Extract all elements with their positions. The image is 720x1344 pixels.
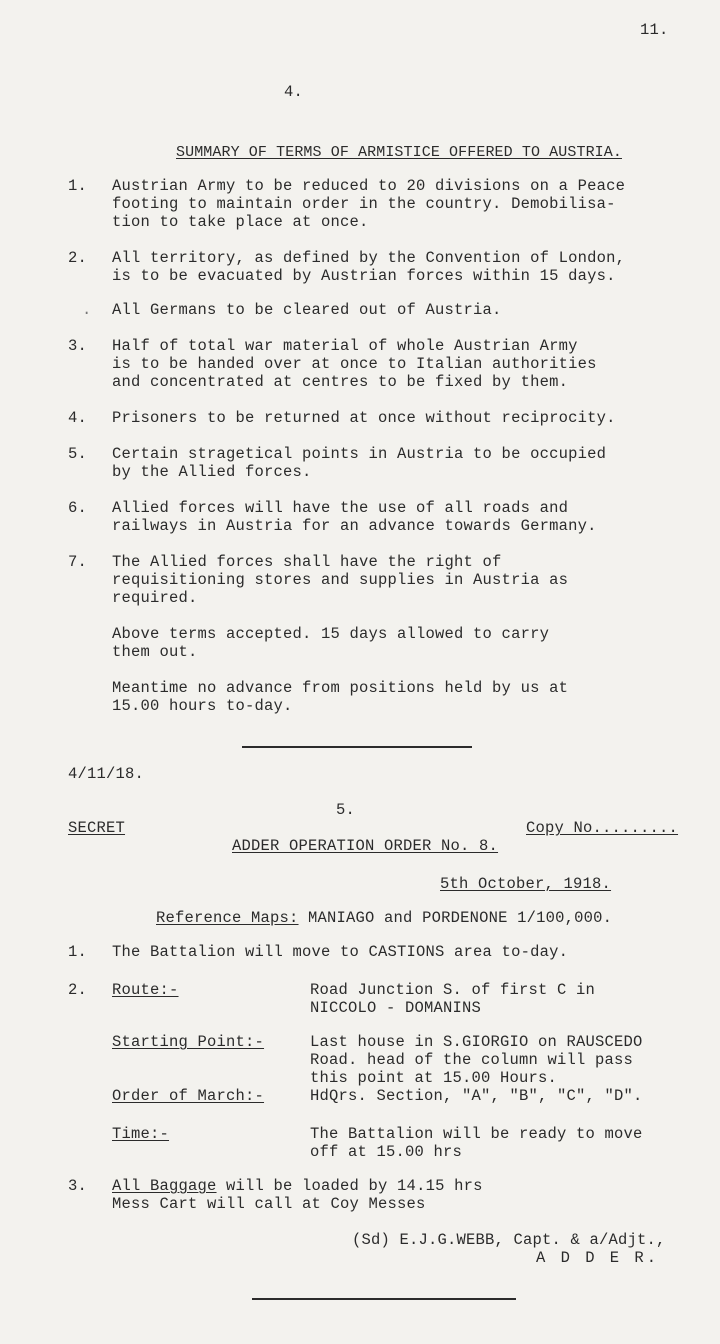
bottom-divider-rule [252, 1298, 516, 1300]
order-item-number: 1. [68, 943, 88, 961]
item-text-line: requisitioning stores and supplies in Austria as [112, 571, 569, 589]
operation-order-title: ADDER OPERATION ORDER No. 8. [232, 837, 499, 855]
route-label: Route:- [112, 981, 179, 999]
item-text-line: by the Allied forces. [112, 463, 312, 481]
item-text-line: footing to maintain order in the country. Demobilisa- [112, 195, 616, 213]
page-number: 11. [640, 21, 669, 39]
item-text-line: All territory, as defined by the Convention of London, [112, 249, 626, 267]
item-text-line: All Germans to be cleared out of Austria. [112, 301, 502, 319]
signature-line: (Sd) E.J.G.WEBB, Capt. & a/Adjt., [352, 1231, 666, 1249]
starting-point-line: Road. head of the column will pass [310, 1051, 634, 1069]
reference-label: Reference Maps: [156, 909, 299, 927]
item-number: 4. [68, 409, 88, 427]
item-text-line: required. [112, 589, 198, 607]
route-value-line: NICCOLO - DOMANINS [310, 999, 482, 1017]
note-line: Meantime no advance from positions held by us at [112, 679, 569, 697]
order-of-march-label: Order of March:- [112, 1087, 265, 1105]
item-text-line: is to be handed over at once to Italian authorities [112, 355, 597, 373]
mess-cart-line: Mess Cart will call at Coy Messes [112, 1195, 426, 1213]
item-text-line: The Allied forces shall have the right of [112, 553, 502, 571]
item-number: 3. [68, 337, 88, 355]
section-number-5: 5. [336, 801, 356, 819]
starting-point-line: Last house in S.GIORGIO on RAUSCEDO [310, 1033, 643, 1051]
route-value-line: Road Junction S. of first C in [310, 981, 596, 999]
starting-point-label: Starting Point:- [112, 1033, 265, 1051]
baggage-line [112, 1178, 483, 1195]
order-item-number: 2. [68, 981, 88, 999]
signature-unit: A D D E R. [536, 1249, 660, 1267]
baggage-rest: will be loaded by 14.15 hrs [216, 1177, 483, 1195]
note-line: them out. [112, 643, 198, 661]
reference-maps [156, 910, 612, 927]
item-text-line: Half of total war material of whole Austrian Army [112, 337, 578, 355]
starting-point-line: this point at 15.00 Hours. [310, 1069, 558, 1087]
order-date: 5th October, 1918. [440, 875, 612, 893]
item-number: . [82, 301, 92, 319]
copy-number [526, 820, 678, 837]
item-text-line: Austrian Army to be reduced to 20 divisions on a Peace [112, 177, 626, 195]
item-text-line: Certain stragetical points in Austria to be occupied [112, 445, 607, 463]
item-text-line: tion to take place at once. [112, 213, 369, 231]
order-of-march-value: HdQrs. Section, "A", "B", "C", "D". [310, 1087, 643, 1105]
item-number: 7. [68, 553, 88, 571]
reference-value: MANIAGO and PORDENONE 1/100,000. [308, 909, 613, 927]
time-label: Time:- [112, 1125, 170, 1143]
armistice-summary-title: SUMMARY OF TERMS OF ARMISTICE OFFERED TO AUSTRIA. [176, 144, 622, 161]
item-text-line: and concentrated at centres to be fixed by them. [112, 373, 569, 391]
item-text-line: Allied forces will have the use of all roads and [112, 499, 569, 517]
section1-date: 4/11/18. [68, 765, 145, 783]
order-item-text: The Battalion will move to CASTIONS area to-day. [112, 943, 569, 961]
secret-label: SECRET [68, 819, 126, 837]
time-value-line: The Battalion will be ready to move [310, 1125, 643, 1143]
time-value-line: off at 15.00 hrs [310, 1143, 463, 1161]
item-text-line: Prisoners to be returned at once without reciprocity. [112, 409, 616, 427]
item-text-line: is to be evacuated by Austrian forces within 15 days. [112, 267, 616, 285]
copy-number-text: Copy No......... [526, 819, 679, 837]
item-number: 2. [68, 249, 88, 267]
item-text-line: railways in Austria for an advance towards Germany. [112, 517, 597, 535]
baggage-term: All Baggage [112, 1177, 217, 1195]
section-number-4: 4. [284, 83, 304, 101]
divider-rule [242, 746, 472, 748]
note-line: Above terms accepted. 15 days allowed to carry [112, 625, 550, 643]
note-line: 15.00 hours to-day. [112, 697, 293, 715]
item-number: 6. [68, 499, 88, 517]
item-number: 5. [68, 445, 88, 463]
item-number: 1. [68, 177, 88, 195]
order-item-number: 3. [68, 1177, 88, 1195]
